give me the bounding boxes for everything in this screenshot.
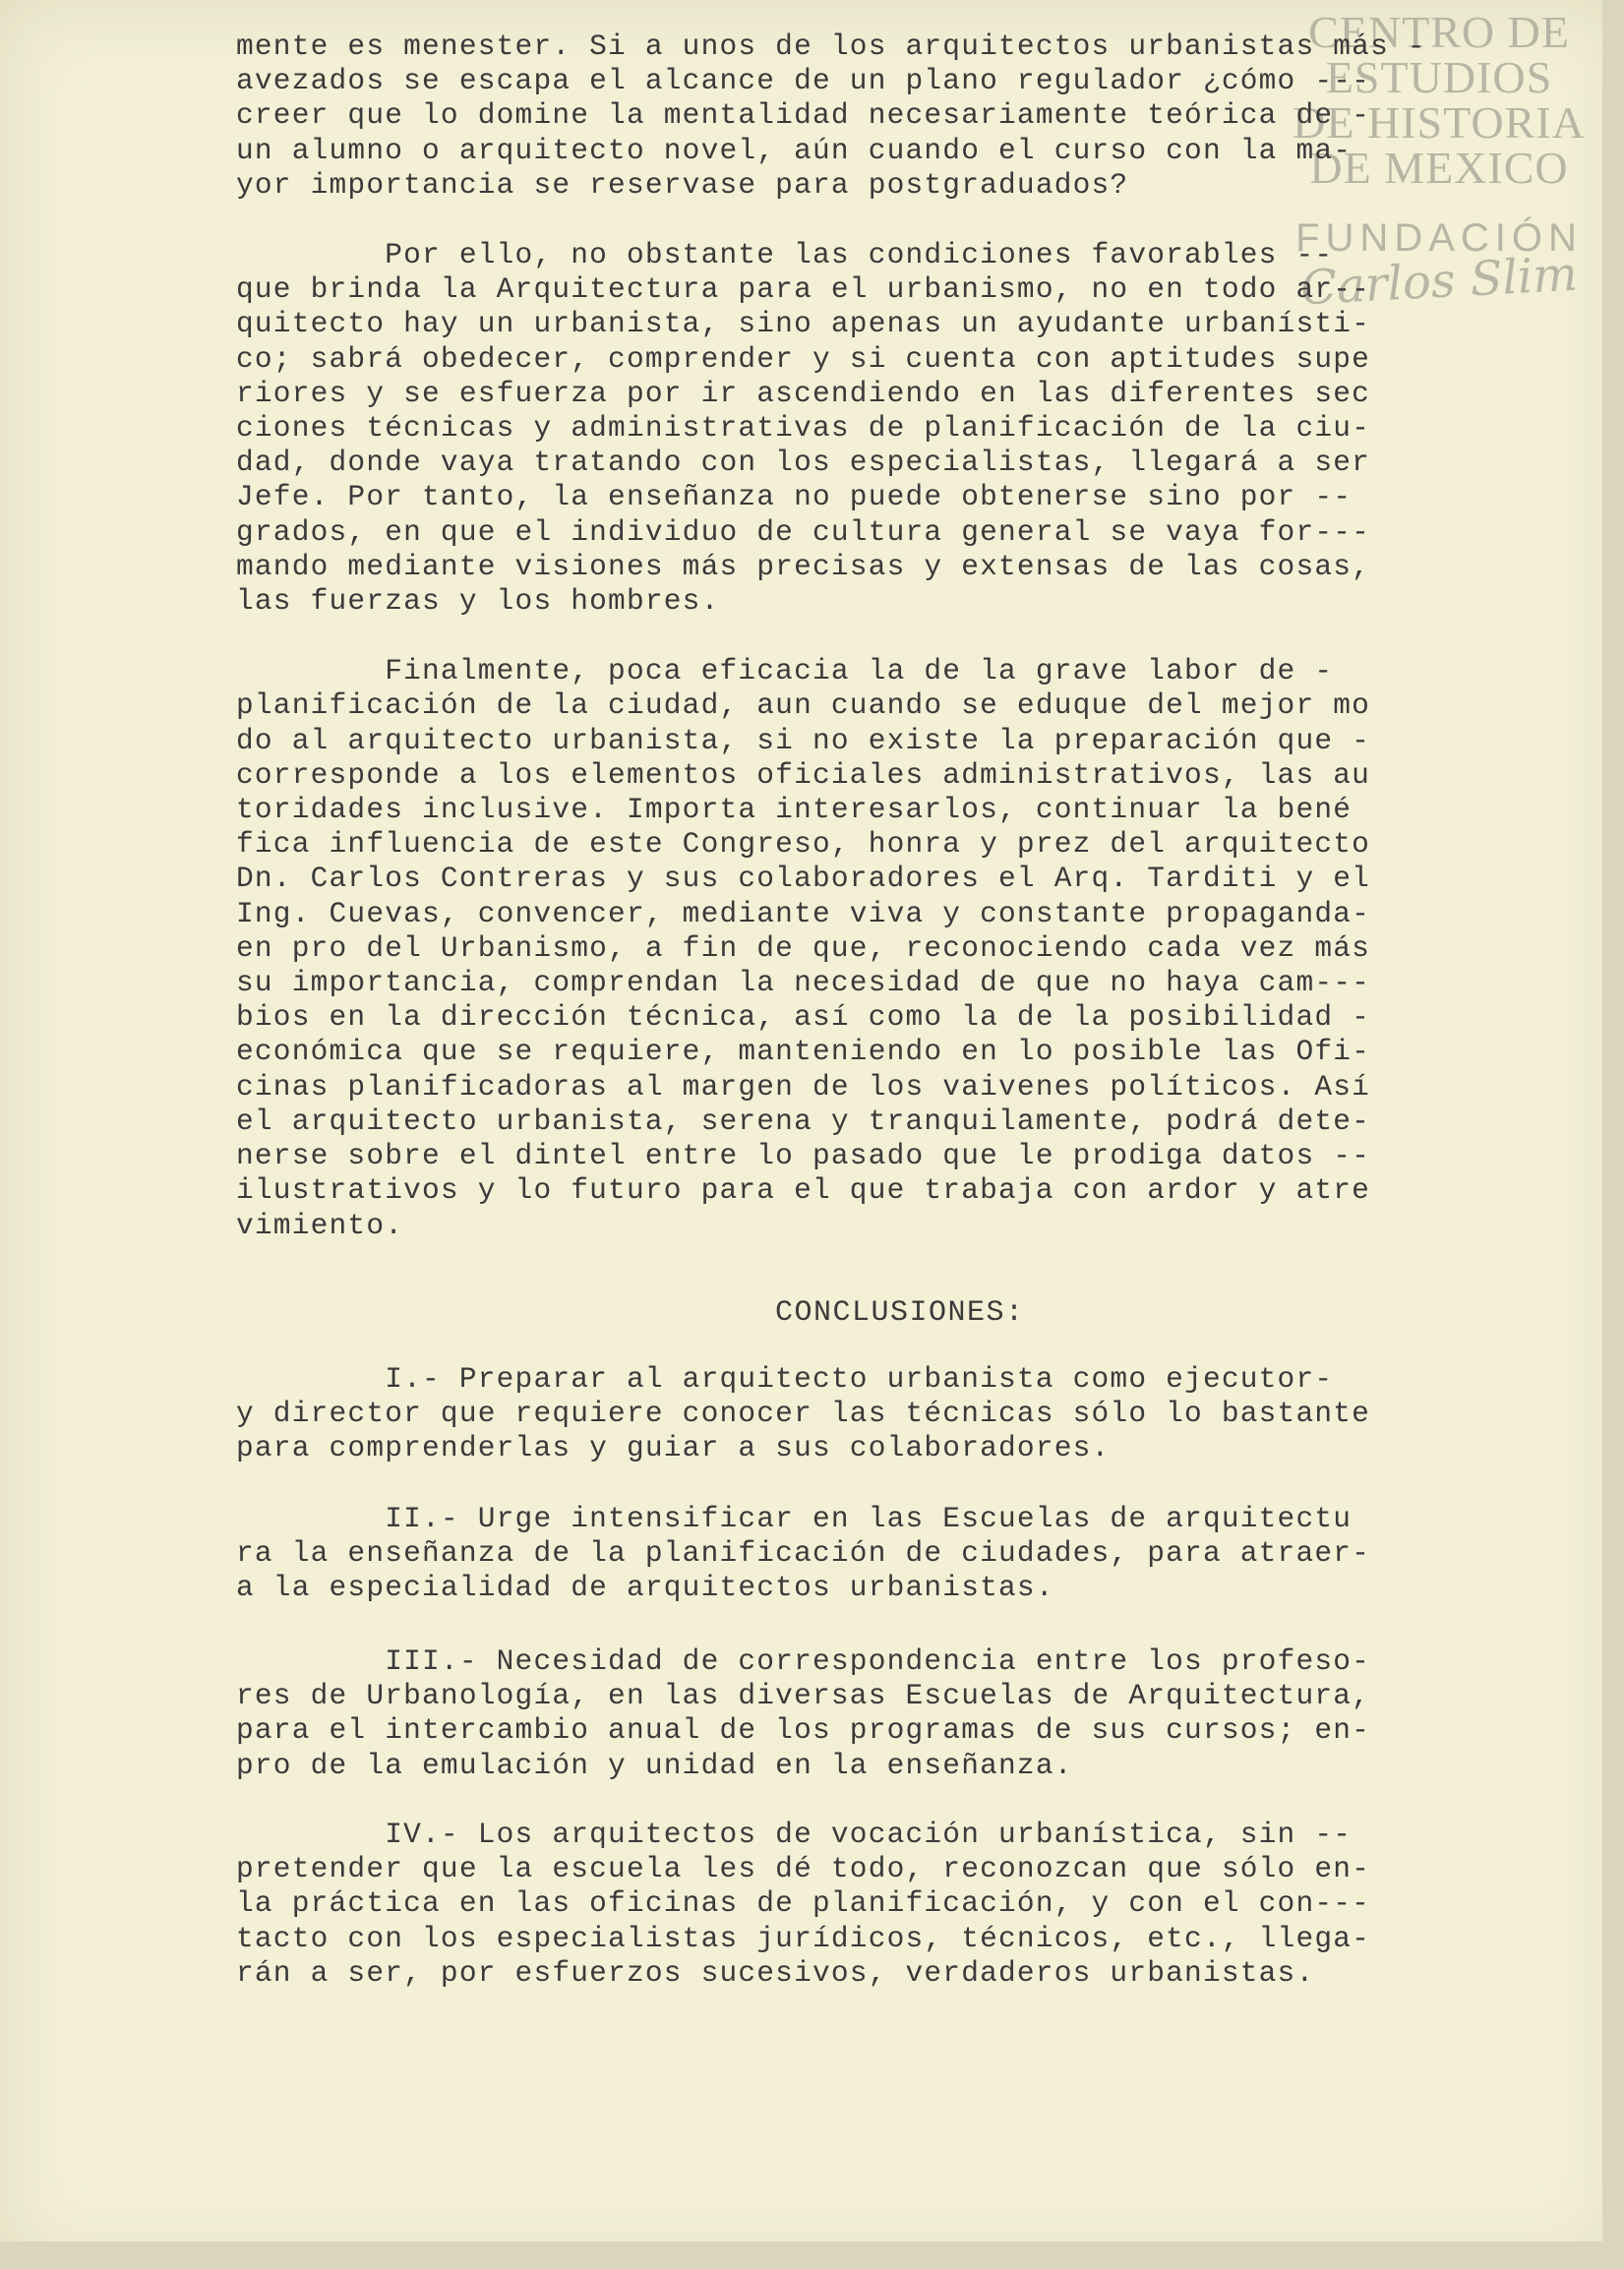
text-line: un alumno o arquitecto novel, aún cuando el curso con la ma- <box>236 133 1353 167</box>
text-line: quitecto hay un urbanista, sino apenas un ayudante urbanísti- <box>236 307 1371 341</box>
text-line: para el intercambio anual de los programas de sus cursos; en- <box>236 1713 1371 1748</box>
watermark-line: DE MEXICO <box>1309 143 1569 193</box>
text-line: do al arquitecto urbanista, si no existe la preparación que - <box>236 723 1371 757</box>
text-line: y director que requiere conocer las técnicas sólo lo bastante <box>236 1397 1371 1431</box>
conclusion-4 <box>236 1818 1515 1991</box>
conclusions-heading: CONCLUSIONES: <box>775 1296 1025 1330</box>
scan-edge-bottom <box>0 2241 1624 2269</box>
text-line: Ing. Cuevas, convencer, mediante viva y constante propaganda- <box>236 896 1371 930</box>
text-line: su importancia, comprendan la necesidad de que no haya cam--- <box>236 966 1371 1000</box>
text-line: mando mediante visiones más precisas y extensas de las cosas, <box>236 549 1371 583</box>
body-text <box>236 30 1515 1279</box>
text-line: III.- Necesidad de correspondencia entre los profeso- <box>236 1644 1371 1678</box>
watermark-line: CENTRO DE <box>1308 7 1570 57</box>
text-line: que brinda la Arquitectura para el urbanismo, no en todo ar-- <box>236 272 1371 307</box>
text-line: en pro del Urbanismo, a fin de que, reconociendo cada vez más <box>236 930 1371 965</box>
conclusion-1 <box>236 1362 1515 1466</box>
text-line: para comprenderlas y guiar a sus colaboradores. <box>236 1431 1111 1465</box>
text-line: rán a ser, por esfuerzos sucesivos, verdaderos urbanistas. <box>236 1955 1315 1990</box>
text-line: res de Urbanología, en las diversas Escuelas de Arquitectura, <box>236 1679 1371 1713</box>
text-line: II.- Urge intensificar en las Escuelas de arquitectu <box>236 1502 1353 1535</box>
paragraph-1 <box>236 30 1515 203</box>
text-line: las fuerzas y los hombres. <box>236 584 720 619</box>
watermark-line: ESTUDIOS <box>1325 52 1553 102</box>
text-line: fica influencia de este Congreso, honra y prez del arquitecto <box>236 827 1371 862</box>
text-line: a la especialidad de arquitectos urbanistas. <box>236 1571 1054 1605</box>
paragraph-2 <box>236 238 1515 619</box>
text-line: Por ello, no obstante las condiciones favorables -- <box>236 238 1334 272</box>
text-line: nerse sobre el dintel entre lo pasado que le prodiga datos -- <box>236 1139 1371 1173</box>
text-line: ilustrativos y lo futuro para el que trabaja con ardor y atre <box>236 1173 1371 1208</box>
text-line: avezados se escapa el alcance de un plano regulador ¿cómo --- <box>236 64 1371 98</box>
text-line: creer que lo domine la mentalidad necesariamente teórica de - <box>236 98 1371 133</box>
text-line: I.- Preparar al arquitecto urbanista como ejecutor- <box>236 1362 1334 1396</box>
text-line: toridades inclusive. Importa interesarlos, continuar la bené <box>236 793 1353 827</box>
text-line: riores y se esfuerza por ir ascendiendo en las diferentes sec <box>236 376 1371 410</box>
paragraph-3 <box>236 654 1515 1242</box>
text-line: IV.- Los arquitectos de vocación urbanística, sin -- <box>236 1818 1353 1851</box>
text-line: la práctica en las oficinas de planificación, y con el con--- <box>236 1886 1371 1921</box>
scan-edge-right <box>1602 0 1624 2269</box>
text-line: grados, en que el individuo de cultura general se vaya for--- <box>236 514 1371 549</box>
text-line: Dn. Carlos Contreras y sus colaboradores el Arq. Tarditi y el <box>236 862 1371 896</box>
conclusion-3 <box>236 1644 1515 1783</box>
text-line: el arquitecto urbanista, serena y tranquilamente, podrá dete- <box>236 1104 1371 1138</box>
watermark-signature: Carlos Slim <box>1298 246 1580 317</box>
text-line: pretender que la escuela les dé todo, reconozcan que sólo en- <box>236 1852 1371 1886</box>
text-line: dad, donde vaya tratando con los especialistas, llegará a ser <box>236 446 1371 480</box>
text-line: vimiento. <box>236 1208 404 1242</box>
text-line: tacto con los especialistas jurídicos, técnicos, etc., llega- <box>236 1921 1371 1955</box>
watermark-line: DE HISTORIA <box>1293 97 1586 148</box>
text-line: ra la enseñanza de la planificación de ciudades, para atraer- <box>236 1536 1371 1571</box>
text-line: co; sabrá obedecer, comprender y si cuenta con aptitudes supe <box>236 341 1371 376</box>
text-line: bios en la dirección técnica, así como la de la posibilidad - <box>236 1000 1371 1035</box>
text-line: pro de la emulación y unidad en la enseñanza. <box>236 1748 1073 1782</box>
text-line: económica que se requiere, manteniendo en lo posible las Ofi- <box>236 1035 1371 1069</box>
text-line: yor importancia se reservase para postgraduados? <box>236 167 1129 202</box>
text-line: cinas planificadoras al margen de los vaivenes políticos. Así <box>236 1069 1371 1104</box>
text-line: mente es menester. Si a unos de los arquitectos urbanistas más - <box>236 30 1426 63</box>
watermark-foundation: FUNDACIÓN <box>1295 216 1583 260</box>
text-line: ciones técnicas y administrativas de planificación de la ciu- <box>236 411 1371 446</box>
text-line: corresponde a los elementos oficiales administrativos, las au <box>236 757 1371 792</box>
text-line: Jefe. Por tanto, la enseñanza no puede obtenerse sino por -- <box>236 480 1353 514</box>
text-line: Finalmente, poca eficacia la de la grave labor de - <box>236 654 1334 688</box>
text-line: planificación de la ciudad, aun cuando se eduque del mejor mo <box>236 688 1371 723</box>
conclusion-2 <box>236 1502 1515 1606</box>
